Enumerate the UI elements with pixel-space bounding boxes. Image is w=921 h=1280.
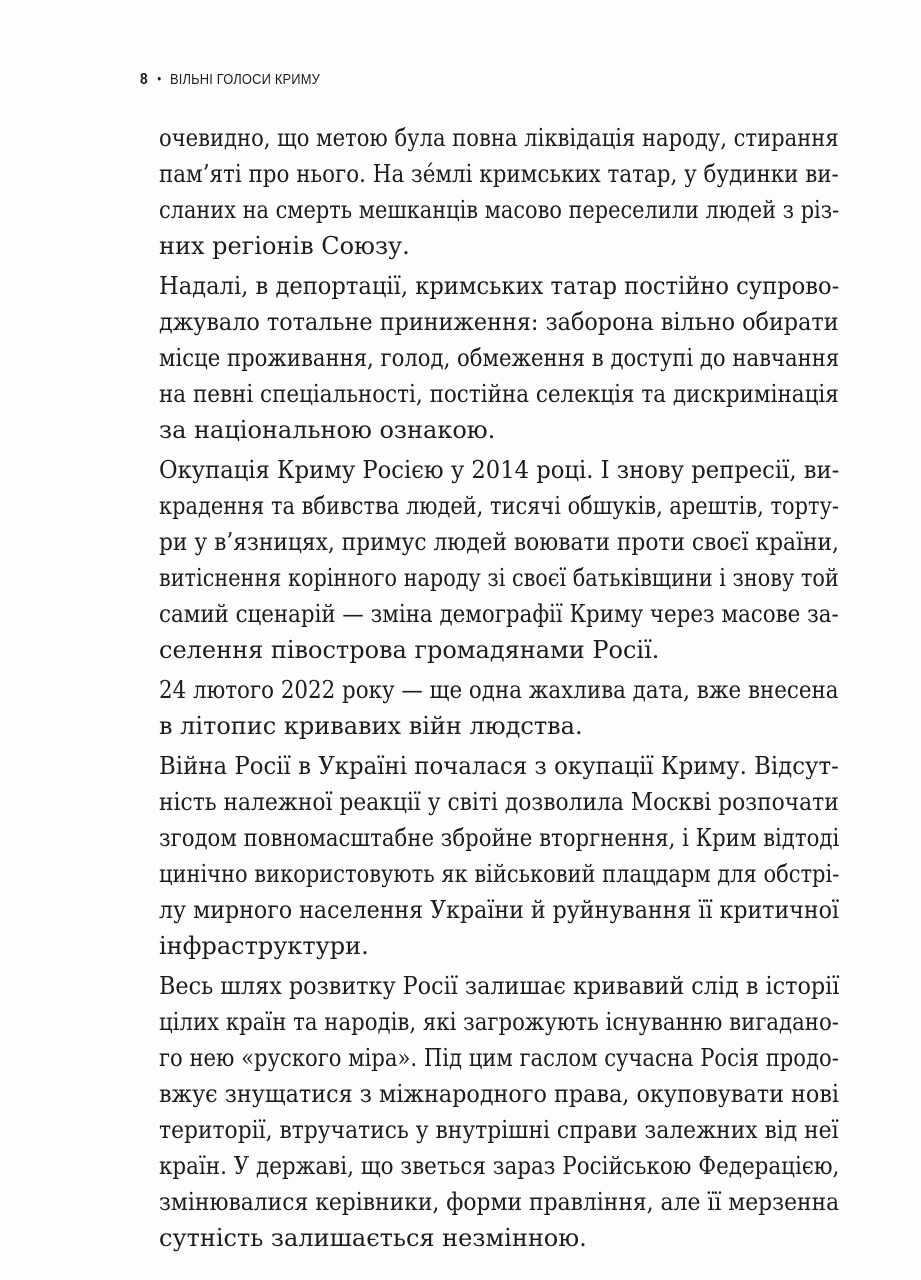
text-line: ність належної реакції у світі дозволила Москві розпочати <box>159 788 839 816</box>
text-line: них регіонів Союзу. <box>159 232 410 260</box>
text-line: сутність залишається незмінною. <box>159 1224 587 1252</box>
text-line: цілих країн та народів, які загрожують існуванню вигадано- <box>159 1008 839 1036</box>
text-line: сланих на смерть мешканців масово переселили людей з різ- <box>159 196 840 224</box>
text-line: місце проживання, голод, обмеження в доступі до навчання <box>159 344 840 372</box>
text-line: змінювалися керівники, форми правління, але її мерзенна <box>159 1188 840 1216</box>
text-line: Весь шлях розвитку Росії залишає кривавий слід в історії <box>159 972 840 1000</box>
text-line: за національною ознакою. <box>159 416 496 444</box>
text-line: витіснення корінного народу зі своєї батьківщини і знову той <box>159 564 839 592</box>
text-line: Надалі, в депортації, кримських татар постійно супрово- <box>159 272 840 300</box>
text-line: лу мирного населення України й руйнування її критичної <box>159 896 839 924</box>
text-line: країн. У державі, що зветься зараз Російською Федерацією, <box>159 1152 840 1180</box>
book-title: ВІЛЬНІ ГОЛОСИ КРИМУ <box>169 71 321 88</box>
text-line: на певні спеціальності, постійна селекція та дискримінація <box>159 380 839 408</box>
text-line: крадення та вбивства людей, тисячі обшуків, арештів, торту- <box>159 492 839 520</box>
text-line: самий сценарій — зміна демографії Криму через масове за- <box>159 600 839 628</box>
page-number: 8 <box>140 71 148 88</box>
text-line: го нею «руского міра». Під цим гаслом сучасна Росія продо- <box>159 1044 839 1072</box>
text-line: згодом повномасштабне збройне вторгнення, і Крим відтоді <box>159 824 840 852</box>
text-line: цинічно використовують як військовий плацдарм для обстрі- <box>159 860 840 888</box>
text-line: очевидно, що метою була повна ліквідація народу, стирання <box>159 124 839 152</box>
running-head <box>140 69 320 91</box>
text-line: 24 лютого 2022 року — ще одна жахлива дата, вже внесена <box>159 676 839 704</box>
text-line: пам’яті про нього. На зе́млі кримських татар, у будинки ви- <box>159 160 839 188</box>
text-line: інфраструктури. <box>159 932 369 960</box>
text-line: ри у в’язницях, примус людей воювати проти своєї країни, <box>159 528 839 556</box>
text-line: селення півострова громадянами Росії. <box>159 636 660 664</box>
text-line: джувало тотальне приниження: заборона вільно обирати <box>159 308 839 336</box>
text-line: Війна Росії в Україні почалася з окупації Криму. Відсут- <box>159 752 839 780</box>
text-line: території, втручатись у внутрішні справи залежних від неї <box>159 1116 839 1144</box>
text-line: вжує знущатися з міжнародного права, окуповувати нові <box>159 1080 840 1108</box>
text-line: в літопис кривавих війн людства. <box>159 712 583 740</box>
text-line: Окупація Криму Росією у 2014 році. І знову репресії, ви- <box>159 456 840 484</box>
bullet-separator: • <box>157 71 162 86</box>
